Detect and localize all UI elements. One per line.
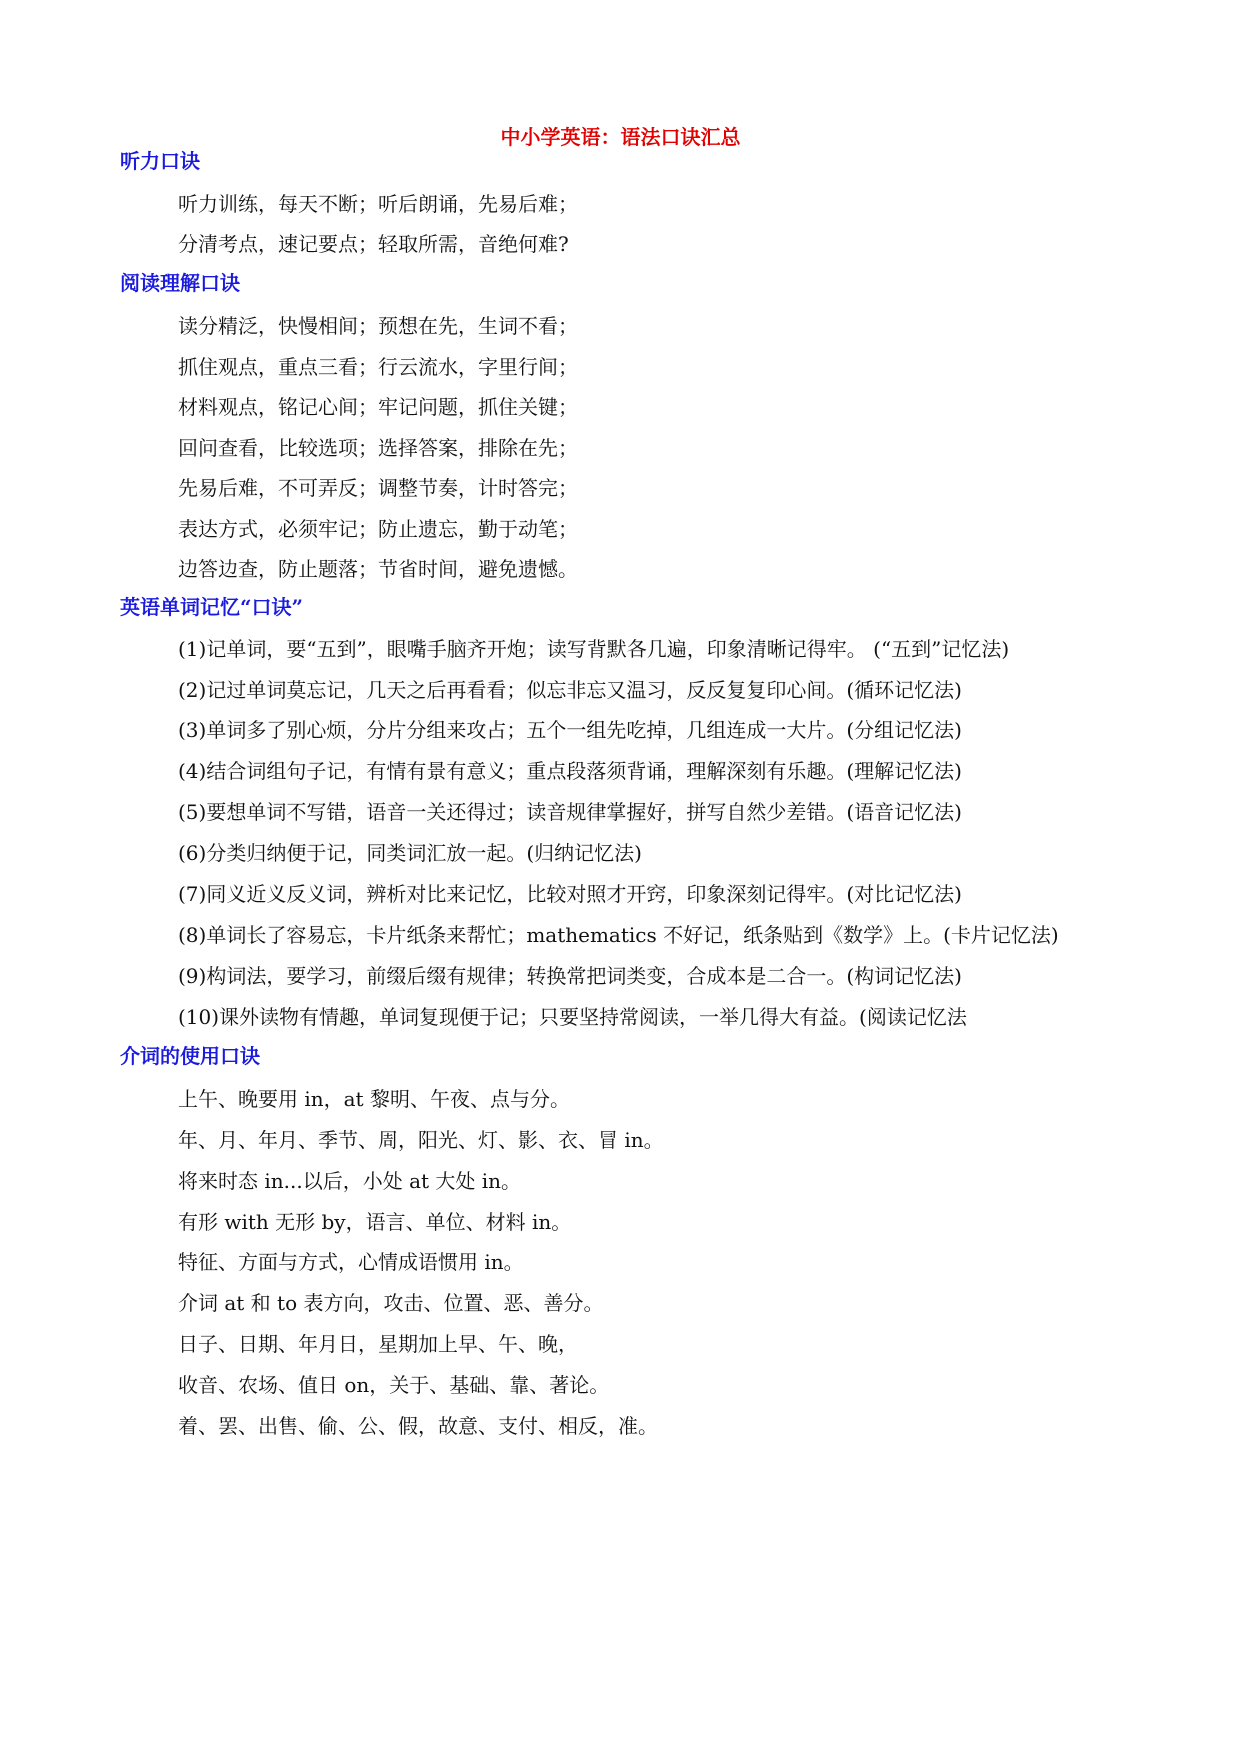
text-line: 回问查看，比较选项；选择答案，排除在先；	[178, 436, 578, 460]
text-line: (3)单词多了别心烦，分片分组来攻占；五个一组先吃掉，几组连成一大片。(分组记忆法)	[178, 718, 962, 742]
text-line: (10)课外读物有情趣，单词复现便于记；只要坚持常阅读，一举几得大有益。(阅读记忆法	[178, 1005, 967, 1029]
text-line: (7)同义近义反义词，辨析对比来记忆，比较对照才开窍，印象深刻记得牢。(对比记忆法)	[178, 882, 962, 906]
text-line: 着、罢、出售、偷、公、假，故意、支付、相反，准。	[178, 1414, 658, 1438]
text-line: 上午、晚要用 in，at 黎明、午夜、点与分。	[178, 1087, 570, 1111]
text-line: (9)构词法，要学习，前缀后缀有规律；转换常把词类变，合成本是二合一。(构词记忆法)	[178, 964, 962, 988]
text-line: 先易后难，不可弄反；调整节奏，计时答完；	[178, 476, 578, 500]
text-line: (5)要想单词不写错，语音一关还得过；读音规律掌握好，拼写自然少差错。(语音记忆法)	[178, 800, 962, 824]
text-line: 材料观点，铭记心间；牢记问题，抓住关键；	[178, 395, 578, 419]
document-title: 中小学英语：语法口诀汇总	[500, 125, 741, 149]
text-line: 介词 at 和 to 表方向，攻击、位置、恶、善分。	[178, 1291, 604, 1315]
text-line: 听力训练，每天不断；听后朗诵，先易后难；	[178, 192, 578, 216]
text-line: 抓住观点，重点三看；行云流水，字里行间；	[178, 355, 578, 379]
text-line: 分清考点，速记要点；轻取所需，音绝何难?	[178, 232, 569, 256]
text-line: (8)单词长了容易忘，卡片纸条来帮忙；mathematics 不好记，纸条贴到《数学》上。(卡片记忆法)	[178, 923, 1059, 947]
text-line: 年、月、年月、季节、周，阳光、灯、影、衣、冒 in。	[178, 1128, 664, 1152]
text-line: 将来时态 in...以后，小处 at 大处 in。	[178, 1169, 522, 1193]
text-line: 边答边查，防止题落；节省时间，避免遗憾。	[178, 557, 578, 581]
text-line: 读分精泛，快慢相间；预想在先，生词不看；	[178, 314, 578, 338]
section-heading-reading: 阅读理解口诀	[120, 271, 240, 295]
text-line: 特征、方面与方式，心情成语惯用 in。	[178, 1250, 524, 1274]
text-line: (2)记过单词莫忘记，几天之后再看看；似忘非忘又温习，反反复复印心间。(循环记忆法)	[178, 678, 962, 702]
text-line: 表达方式，必须牢记；防止遗忘，勤于动笔；	[178, 517, 578, 541]
text-line: 收音、农场、值日 on，关于、基础、靠、著论。	[178, 1373, 610, 1397]
text-line: (6)分类归纳便于记，同类词汇放一起。(归纳记忆法)	[178, 841, 642, 865]
text-line: (4)结合词组句子记，有情有景有意义；重点段落须背诵，理解深刻有乐趣。(理解记忆法)	[178, 759, 962, 783]
section-heading-prepositions: 介词的使用口诀	[120, 1044, 260, 1068]
text-line: 有形 with 无形 by，语言、单位、材料 in。	[178, 1210, 572, 1234]
text-line: 日子、日期、年月日，星期加上早、午、晚，	[178, 1332, 578, 1356]
section-heading-listening: 听力口诀	[120, 149, 200, 173]
section-heading-vocabulary: 英语单词记忆“口诀”	[120, 595, 304, 619]
text-line: (1)记单词，要“五到”，眼嘴手脑齐开炮；读写背默各几遍，印象清晰记得牢。 (“五到”记忆法)	[178, 637, 1010, 661]
